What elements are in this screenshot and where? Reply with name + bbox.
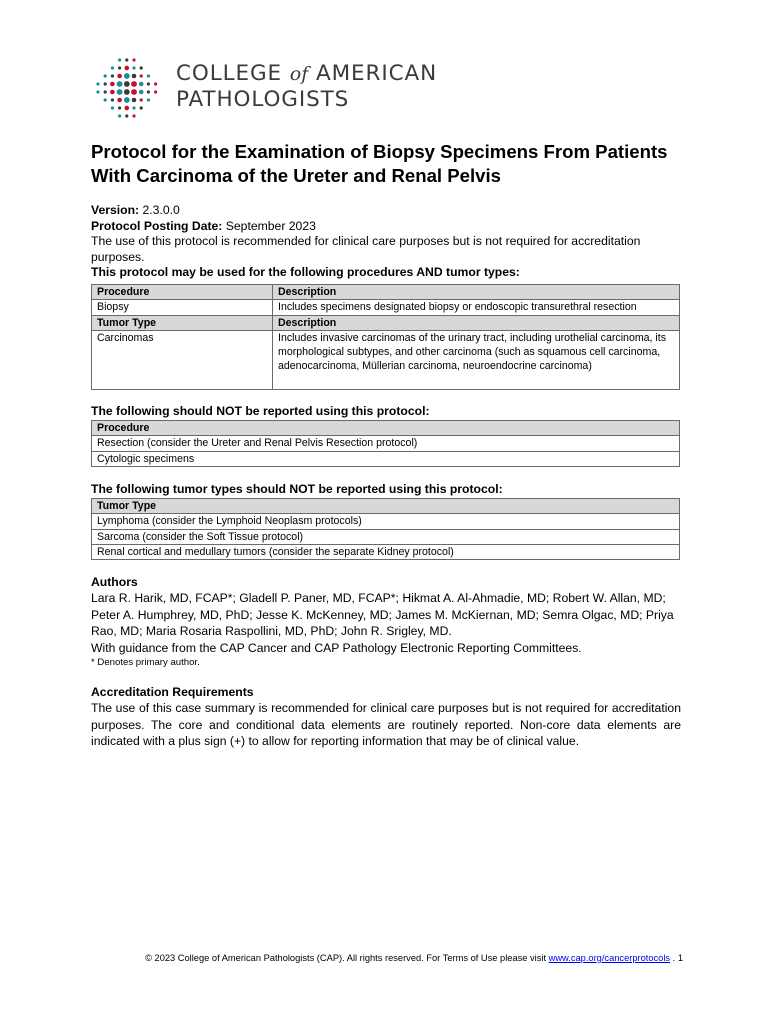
table-cell: Lymphoma (consider the Lymphoid Neoplasm protocols) bbox=[92, 514, 680, 529]
table-row bbox=[92, 451, 680, 466]
logo-dot bbox=[117, 81, 123, 87]
tumor-type-cell: Carcinomas bbox=[92, 330, 273, 389]
guidance-note: With guidance from the CAP Cancer and CAP Pathology Electronic Reporting Committees. bbox=[91, 640, 582, 655]
logo-dot bbox=[111, 106, 114, 109]
table-cell: Renal cortical and medullary tumors (consider the separate Kidney protocol) bbox=[92, 544, 680, 559]
logo-dot bbox=[111, 98, 114, 101]
cancer-protocols-link[interactable]: www.cap.org/cancerprotocols bbox=[548, 953, 671, 963]
table-row bbox=[92, 529, 680, 544]
logo-dot bbox=[140, 74, 143, 77]
logo-dot bbox=[132, 106, 135, 109]
table-cell: Resection (consider the Ureter and Renal Pelvis Resection protocol) bbox=[92, 436, 680, 451]
page-footer bbox=[91, 953, 683, 963]
logo-dot bbox=[154, 82, 157, 85]
table-row bbox=[92, 544, 680, 559]
logo-dot bbox=[104, 90, 107, 93]
logo-dot bbox=[132, 114, 135, 117]
posting-date-value: September 2023 bbox=[225, 218, 316, 233]
logo-dot bbox=[118, 66, 121, 69]
logo-dot bbox=[125, 66, 130, 71]
authors-heading: Authors bbox=[91, 575, 138, 589]
logo-dot bbox=[132, 66, 135, 69]
logo-word-of: of bbox=[289, 63, 309, 85]
logo-dot bbox=[118, 106, 121, 109]
logo-dot bbox=[131, 81, 137, 87]
description-cell: Includes invasive carcinomas of the urinary tract, including urothelial carcinoma, its morphological subtypes, and other carcinoma (such as squamous cell carcinoma, adenocarcinoma, Müllerian carcinoma, neuroendocrine carcinoma) bbox=[273, 330, 680, 389]
authors-section bbox=[91, 574, 683, 670]
logo-dot bbox=[132, 98, 137, 103]
logo-dot bbox=[117, 98, 122, 103]
document-title: Protocol for the Examination of Biopsy Specimens From Patients With Carcinoma of the Ureter and Renal Pelvis bbox=[91, 141, 668, 186]
primary-author-note: * Denotes primary author. bbox=[91, 657, 200, 669]
logo-dot bbox=[118, 58, 121, 61]
logo-word-pathologists: PATHOLOGISTS bbox=[176, 87, 350, 112]
protocol-meta bbox=[91, 203, 681, 281]
logo-dot bbox=[96, 82, 99, 85]
logo-word-college: COLLEGE bbox=[176, 61, 283, 86]
logo-dot bbox=[118, 114, 121, 117]
version-label: Version: bbox=[91, 203, 140, 217]
table-row bbox=[92, 330, 680, 389]
not-procedures-heading: The following should NOT be reported using this protocol: bbox=[91, 404, 430, 418]
logo-dot bbox=[104, 82, 107, 85]
not-tumor-types-heading: The following tumor types should NOT be reported using this protocol: bbox=[91, 482, 503, 496]
logo-dot bbox=[117, 89, 123, 95]
procedures-heading: This protocol may be used for the following procedures AND tumor types: bbox=[91, 265, 520, 279]
table-row bbox=[92, 499, 680, 514]
table-cell: Cytologic specimens bbox=[92, 451, 680, 466]
description-cell: Includes specimens designated biopsy or endoscopic transurethral resection bbox=[273, 300, 680, 315]
posting-date-line bbox=[91, 219, 681, 235]
description-header: Description bbox=[273, 285, 680, 300]
logo-dot bbox=[104, 98, 107, 101]
version-value: 2.3.0.0 bbox=[142, 203, 180, 217]
procedure-header: Procedure bbox=[92, 421, 680, 436]
logo-dot bbox=[132, 74, 137, 79]
logo-dot bbox=[124, 73, 130, 79]
logo-dot bbox=[147, 74, 150, 77]
cap-logo bbox=[92, 55, 492, 121]
tumor-type-header: Tumor Type bbox=[92, 499, 680, 514]
logo-dot bbox=[117, 74, 122, 79]
procedure-header: Procedure bbox=[92, 285, 273, 300]
table-row bbox=[92, 514, 680, 529]
logo-dot bbox=[111, 74, 114, 77]
logo-dot bbox=[140, 98, 143, 101]
copyright-text: © 2023 College of American Pathologists (CAP). All rights reserved. For Terms of Use please visit bbox=[145, 953, 547, 963]
logo-dot bbox=[147, 98, 150, 101]
tumor-type-header: Tumor Type bbox=[92, 315, 273, 330]
logo-dot bbox=[104, 74, 107, 77]
procedure-cell: Biopsy bbox=[92, 300, 273, 315]
logo-dot bbox=[110, 82, 115, 87]
not-tumor-types-table bbox=[91, 498, 680, 560]
logo-dot bbox=[140, 66, 143, 69]
logo-dot bbox=[147, 90, 150, 93]
not-procedures-table bbox=[91, 420, 680, 467]
table-row bbox=[92, 315, 680, 330]
logo-dot bbox=[139, 82, 144, 87]
logo-dot bbox=[147, 82, 150, 85]
accreditation-text: The use of this case summary is recommended for clinical care purposes but is not required for accreditation purposes. The core and conditional data elements are routinely reported. Non-core data elements are indicated with a plus sign (+) to allow for reporting information that may be of clinical value. bbox=[91, 701, 681, 749]
logo-dot bbox=[124, 89, 130, 95]
posting-date-label: Protocol Posting Date: bbox=[91, 218, 223, 233]
version-line bbox=[91, 203, 681, 219]
logo-dot bbox=[132, 58, 135, 61]
logo-dot bbox=[124, 81, 130, 87]
logo-dot bbox=[154, 90, 157, 93]
logo-dot bbox=[125, 114, 128, 117]
accreditation-section bbox=[91, 684, 681, 750]
authors-list: Lara R. Harik, MD, FCAP*; Gladell P. Paner, MD, FCAP*; Hikmat A. Al-Ahmadie, MD; Robert W. Allan, MD; Peter A. Humphrey, MD, PhD; Jesse K. McKenney, MD; James M. McKiernan, MD; Semra Olgac, MD; Priya Rao, MD; Maria Rosaria Raspollini, MD, PhD; John R. Srigley, MD. bbox=[91, 591, 674, 639]
table-row bbox=[92, 285, 680, 300]
table-cell: Sarcoma (consider the Soft Tissue protocol) bbox=[92, 529, 680, 544]
table-row bbox=[92, 436, 680, 451]
logo-dot bbox=[125, 58, 128, 61]
logo-word-american: AMERICAN bbox=[315, 61, 438, 86]
logo-dot bbox=[131, 89, 137, 95]
table-row bbox=[92, 421, 680, 436]
logo-dot bbox=[110, 90, 115, 95]
accreditation-heading: Accreditation Requirements bbox=[91, 685, 254, 699]
logo-dots-icon bbox=[92, 55, 162, 121]
logo-wordmark bbox=[176, 61, 437, 113]
description-header: Description bbox=[273, 315, 680, 330]
logo-dot bbox=[124, 97, 130, 103]
logo-dot bbox=[139, 90, 144, 95]
logo-dot bbox=[96, 90, 99, 93]
logo-dot bbox=[125, 106, 130, 111]
use-statement: The use of this protocol is recommended for clinical care purposes but is not required for accreditation purposes. bbox=[91, 234, 641, 264]
procedures-table bbox=[91, 284, 680, 390]
logo-dot bbox=[111, 66, 114, 69]
logo-dot bbox=[140, 106, 143, 109]
page-number: . 1 bbox=[672, 953, 683, 963]
table-row bbox=[92, 300, 680, 315]
